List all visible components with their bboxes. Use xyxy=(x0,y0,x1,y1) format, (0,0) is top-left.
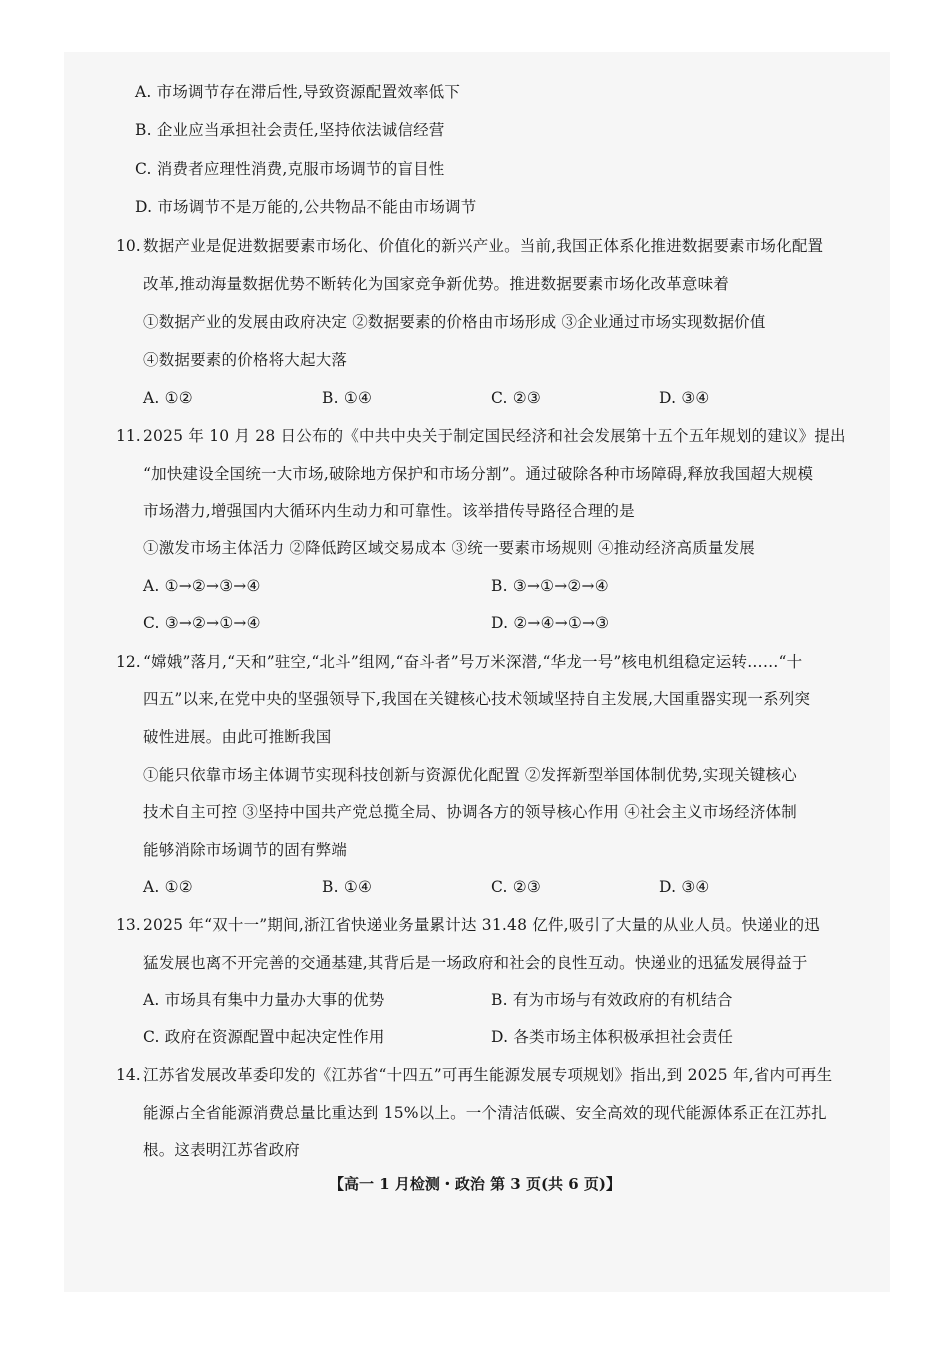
q11-items-line-1: ①激发市场主体活力 ②降低跨区域交易成本 ③统一要素市场规则 ④推动经济高质量发展 xyxy=(143,539,755,557)
q12-stem-line-2: 四五”以来,在党中央的坚强领导下,我国在关键核心技术领域坚持自主发展,大国重器实现一系列突 xyxy=(143,690,811,708)
q12-stem-line-1: “嫦娥”落月,“天和”驻空,“北斗”组网,“奋斗者”号万米深潜,“华龙一号”核电机组稳定运转……“十 xyxy=(143,653,803,671)
q10-items-line-1: ①数据产业的发展由政府决定 ②数据要素的价格由市场形成 ③企业通过市场实现数据价值 xyxy=(143,313,766,331)
page-footer: 【高一 1 月检测・政治 第 3 页(共 6 页)】 xyxy=(328,1175,622,1193)
q12-option-c: C. ②③ xyxy=(491,878,541,896)
q13-option-b: B. 有为市场与有效政府的有机结合 xyxy=(491,991,733,1009)
q11-option-b: B. ③→①→②→④ xyxy=(491,577,609,595)
q14-number: 14. xyxy=(116,1066,141,1084)
q10-option-b: B. ①④ xyxy=(322,389,373,407)
prev-option-a: A. 市场调节存在滞后性,导致资源配置效率低下 xyxy=(135,83,461,101)
prev-option-b: B. 企业应当承担社会责任,坚持依法诚信经营 xyxy=(135,121,445,139)
prev-option-c: C. 消费者应理性消费,克服市场调节的盲目性 xyxy=(135,160,445,178)
q11-option-c: C. ③→②→①→④ xyxy=(143,614,261,632)
q11-number: 11. xyxy=(116,427,141,445)
q10-option-d: D. ③④ xyxy=(659,389,710,407)
q12-items-line-1: ①能只依靠市场主体调节实现科技创新与资源优化配置 ②发挥新型举国体制优势,实现关键核心 xyxy=(143,766,797,784)
prev-option-d: D. 市场调节不是万能的,公共物品不能由市场调节 xyxy=(135,198,477,216)
q13-stem-line-2: 猛发展也离不开完善的交通基建,其背后是一场政府和社会的良性互动。快递业的迅猛发展得益于 xyxy=(143,954,808,972)
q10-stem-line-1: 数据产业是促进数据要素市场化、价值化的新兴产业。当前,我国正体系化推进数据要素市场化配置 xyxy=(143,237,824,255)
q13-option-a: A. 市场具有集中力量办大事的优势 xyxy=(143,991,385,1009)
q12-option-b: B. ①④ xyxy=(322,878,373,896)
q13-option-c: C. 政府在资源配置中起决定性作用 xyxy=(143,1028,385,1046)
q13-option-d: D. 各类市场主体积极承担社会责任 xyxy=(491,1028,734,1046)
q11-stem-line-3: 市场潜力,增强国内大循环内生动力和可靠性。该举措传导路径合理的是 xyxy=(143,502,635,520)
q12-option-a: A. ①② xyxy=(143,878,193,896)
q12-items-line-3: 能够消除市场调节的固有弊端 xyxy=(143,841,348,859)
q11-option-d: D. ②→④→①→③ xyxy=(491,614,610,632)
q10-items-line-2: ④数据要素的价格将大起大落 xyxy=(143,351,348,369)
q14-stem-line-2: 能源占全省能源消费总量比重达到 15%以上。一个清洁低碳、安全高效的现代能源体系正在江苏扎 xyxy=(143,1104,827,1122)
q10-option-c: C. ②③ xyxy=(491,389,541,407)
q12-items-line-2: 技术自主可控 ③坚持中国共产党总揽全局、协调各方的领导核心作用 ④社会主义市场经济体制 xyxy=(143,803,797,821)
q11-option-a: A. ①→②→③→④ xyxy=(143,577,261,595)
q12-option-d: D. ③④ xyxy=(659,878,710,896)
q10-number: 10. xyxy=(116,237,141,255)
q12-number: 12. xyxy=(116,653,141,671)
q13-stem-line-1: 2025 年“双十一”期间,浙江省快递业务量累计达 31.48 亿件,吸引了大量的从业人员。快递业的迅 xyxy=(143,916,821,934)
q10-stem-line-2: 改革,推动海量数据优势不断转化为国家竞争新优势。推进数据要素市场化改革意味着 xyxy=(143,275,730,293)
q11-stem-line-2: “加快建设全国统一大市场,破除地方保护和市场分割”。通过破除各种市场障碍,释放我国超大规模 xyxy=(143,465,814,483)
q13-number: 13. xyxy=(116,916,141,934)
q10-option-a: A. ①② xyxy=(143,389,193,407)
q12-stem-line-3: 破性进展。由此可推断我国 xyxy=(143,728,332,746)
q14-stem-line-1: 江苏省发展改革委印发的《江苏省“十四五”可再生能源发展专项规划》指出,到 2025 年,省内可再生 xyxy=(143,1066,833,1084)
q14-stem-line-3: 根。这表明江苏省政府 xyxy=(143,1141,301,1159)
q11-stem-line-1: 2025 年 10 月 28 日公布的《中共中央关于制定国民经济和社会发展第十五个五年规划的建议》提出 xyxy=(143,427,846,445)
